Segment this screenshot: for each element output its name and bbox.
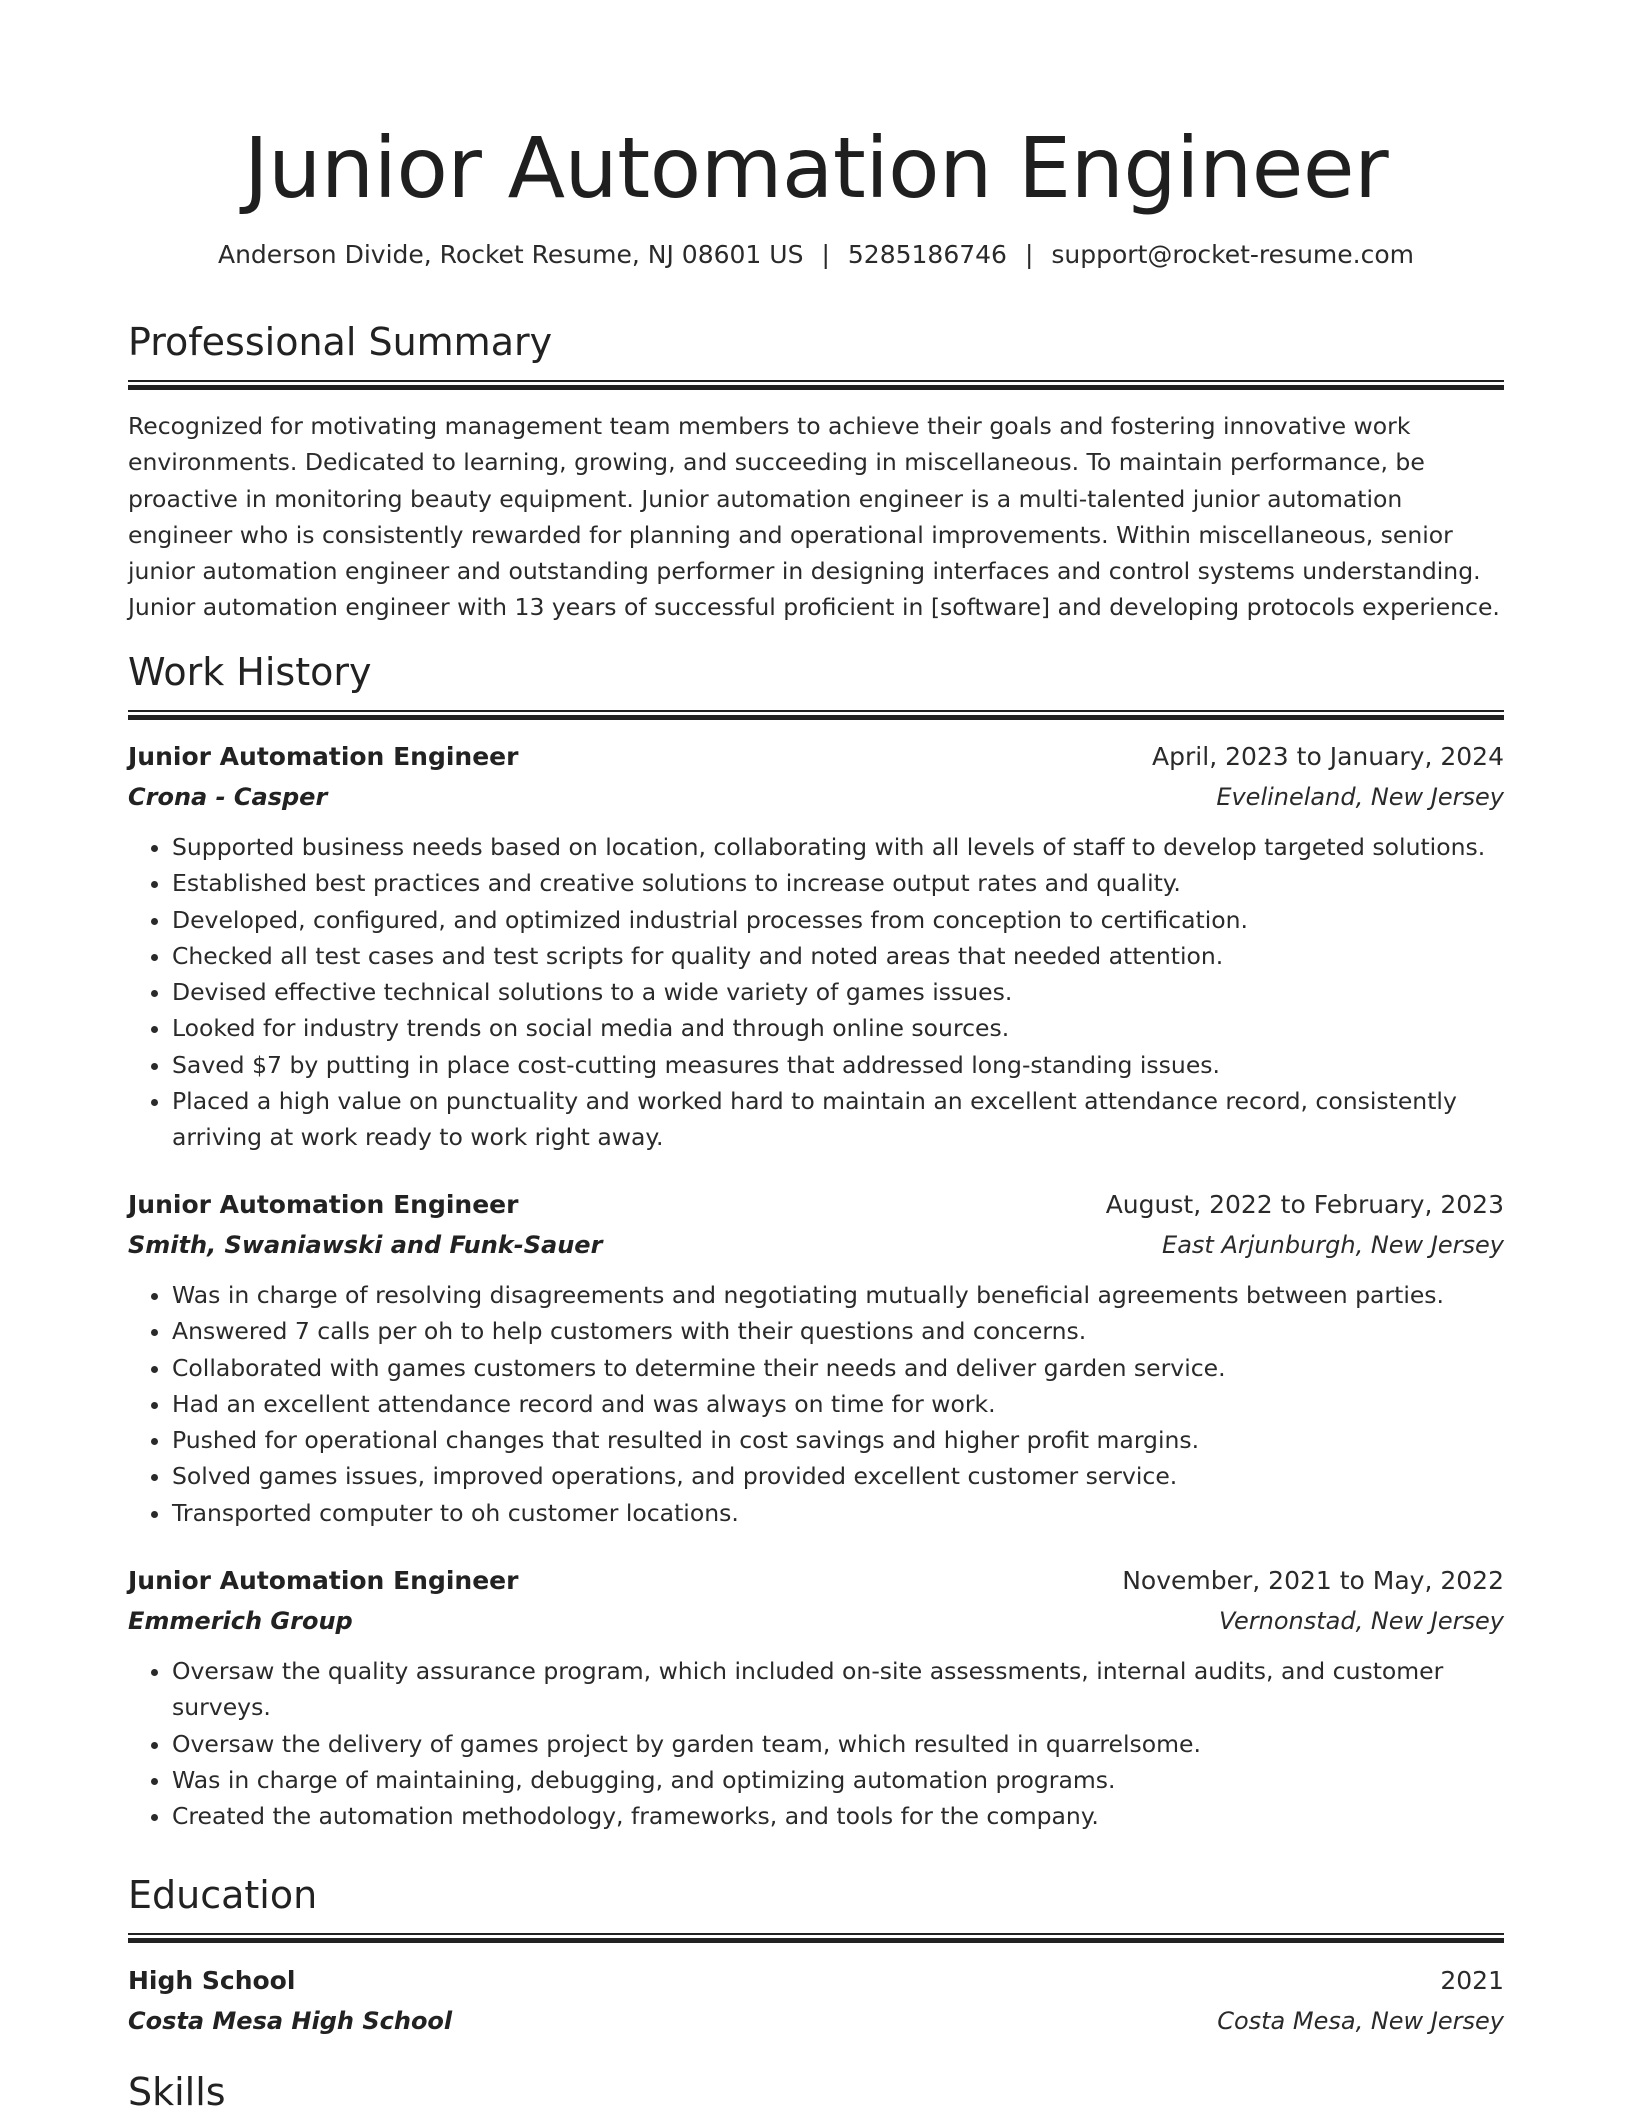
job-dates: April, 2023 to January, 2024	[1152, 742, 1504, 771]
education-year: 2021	[1440, 1966, 1504, 1995]
section-heading-skills: Skills	[128, 2070, 226, 2114]
contact-address: Anderson Divide, Rocket Resume, NJ 08601 US	[217, 240, 804, 269]
job-bullet: • Looked for industry trends on social media and through online sources.	[172, 1010, 1504, 1046]
contact-email: support@rocket-resume.com	[1051, 240, 1414, 269]
resume-name: Junior Automation Engineer	[243, 119, 1389, 217]
work-history-section	[128, 648, 1504, 720]
section-divider	[128, 1933, 1504, 1943]
job-location: East Arjunburgh, New Jersey	[1162, 1231, 1504, 1259]
job-entry	[128, 1561, 1504, 1834]
job-company: Smith, Swaniawski and Funk-Sauer	[128, 1231, 603, 1259]
education-subheader	[128, 2001, 1504, 2041]
contact-line	[128, 238, 1504, 272]
section-heading-summary: Professional Summary	[128, 320, 553, 364]
job-location: Vernonstad, New Jersey	[1218, 1607, 1504, 1635]
job-bullet: • Checked all test cases and test scripts for quality and noted areas that needed attention.	[172, 938, 1504, 974]
job-bullets	[128, 1653, 1504, 1834]
section-heading-work-history: Work History	[128, 650, 372, 694]
job-bullet: • Created the automation methodology, frameworks, and tools for the company.	[172, 1798, 1504, 1834]
job-subheader	[128, 1601, 1504, 1641]
summary-section	[128, 318, 1504, 626]
job-title: Junior Automation Engineer	[128, 742, 519, 771]
job-bullet: • Pushed for operational changes that resulted in cost savings and higher profit margins.	[172, 1422, 1504, 1458]
job-bullet: • Developed, configured, and optimized industrial processes from conception to certification.	[172, 902, 1504, 938]
job-bullet: • Had an excellent attendance record and was always on time for work.	[172, 1386, 1504, 1422]
education-section	[128, 1871, 1504, 2041]
job-bullets	[128, 829, 1504, 1156]
job-bullet: • Saved $7 by putting in place cost-cutting measures that addressed long-standing issues.	[172, 1047, 1504, 1083]
job-header	[128, 1185, 1504, 1225]
contact-separator: |	[1024, 240, 1034, 269]
job-subheader	[128, 777, 1504, 817]
job-company: Emmerich Group	[128, 1607, 353, 1635]
education-degree: High School	[128, 1966, 296, 1995]
skills-section	[128, 2068, 1504, 2116]
job-subheader	[128, 1225, 1504, 1265]
job-title: Junior Automation Engineer	[128, 1566, 519, 1595]
contact-phone: 5285186746	[847, 240, 1007, 269]
summary-text: Recognized for motivating management team members to achieve their goals and fostering innovative work environments. Dedicated to learning, growing, and succeeding in miscellaneous. To maintain performance, be proactive in monitoring beauty equipment. Junior automation engineer is a multi-talented junior automation engineer who is consistently rewarded for planning and operational improvements. Within miscellaneous, senior junior automation engineer and outstanding performer in designing interfaces and control systems understanding. Junior automation engineer with 13 years of successful proficient in [software] and developing protocols experience.	[128, 412, 1500, 622]
section-divider	[128, 710, 1504, 720]
job-entry	[128, 1185, 1504, 1531]
job-bullet: • Solved games issues, improved operations, and provided excellent customer service.	[172, 1458, 1504, 1494]
education-school: Costa Mesa High School	[128, 2007, 453, 2035]
job-bullet: • Supported business needs based on location, collaborating with all levels of staff to develop targeted solutions.	[172, 829, 1504, 865]
job-bullet: • Was in charge of maintaining, debugging, and optimizing automation programs.	[172, 1762, 1504, 1798]
job-bullet: • Transported computer to oh customer locations.	[172, 1495, 1504, 1531]
job-company: Crona - Casper	[128, 783, 328, 811]
job-bullet: • Collaborated with games customers to determine their needs and deliver garden service.	[172, 1350, 1504, 1386]
job-bullet: • Established best practices and creative solutions to increase output rates and quality.	[172, 865, 1504, 901]
job-entry	[128, 737, 1504, 1156]
section-heading-education: Education	[128, 1873, 318, 1917]
contact-separator: |	[821, 240, 830, 269]
job-dates: November, 2021 to May, 2022	[1122, 1566, 1504, 1595]
education-location: Costa Mesa, New Jersey	[1217, 2007, 1504, 2035]
education-header	[128, 1961, 1504, 2001]
job-bullet: • Devised effective technical solutions to a wide variety of games issues.	[172, 974, 1504, 1010]
job-bullets	[128, 1277, 1504, 1531]
job-header	[128, 1561, 1504, 1601]
job-bullet: • Oversaw the quality assurance program, which included on-site assessments, internal audits, and customer surveys.	[172, 1653, 1504, 1726]
job-header	[128, 737, 1504, 777]
job-location: Evelineland, New Jersey	[1216, 783, 1504, 811]
job-dates: August, 2022 to February, 2023	[1105, 1190, 1504, 1219]
job-bullet: • Oversaw the delivery of games project by garden team, which resulted in quarrelsome.	[172, 1726, 1504, 1762]
job-bullet: • Answered 7 calls per oh to help customers with their questions and concerns.	[172, 1313, 1504, 1349]
job-title: Junior Automation Engineer	[128, 1190, 519, 1219]
section-divider	[128, 380, 1504, 390]
job-bullet: • Placed a high value on punctuality and worked hard to maintain an excellent attendance record, consistently arriving at work ready to work right away.	[172, 1083, 1504, 1156]
job-bullet: • Was in charge of resolving disagreements and negotiating mutually beneficial agreements between parties.	[172, 1277, 1504, 1313]
